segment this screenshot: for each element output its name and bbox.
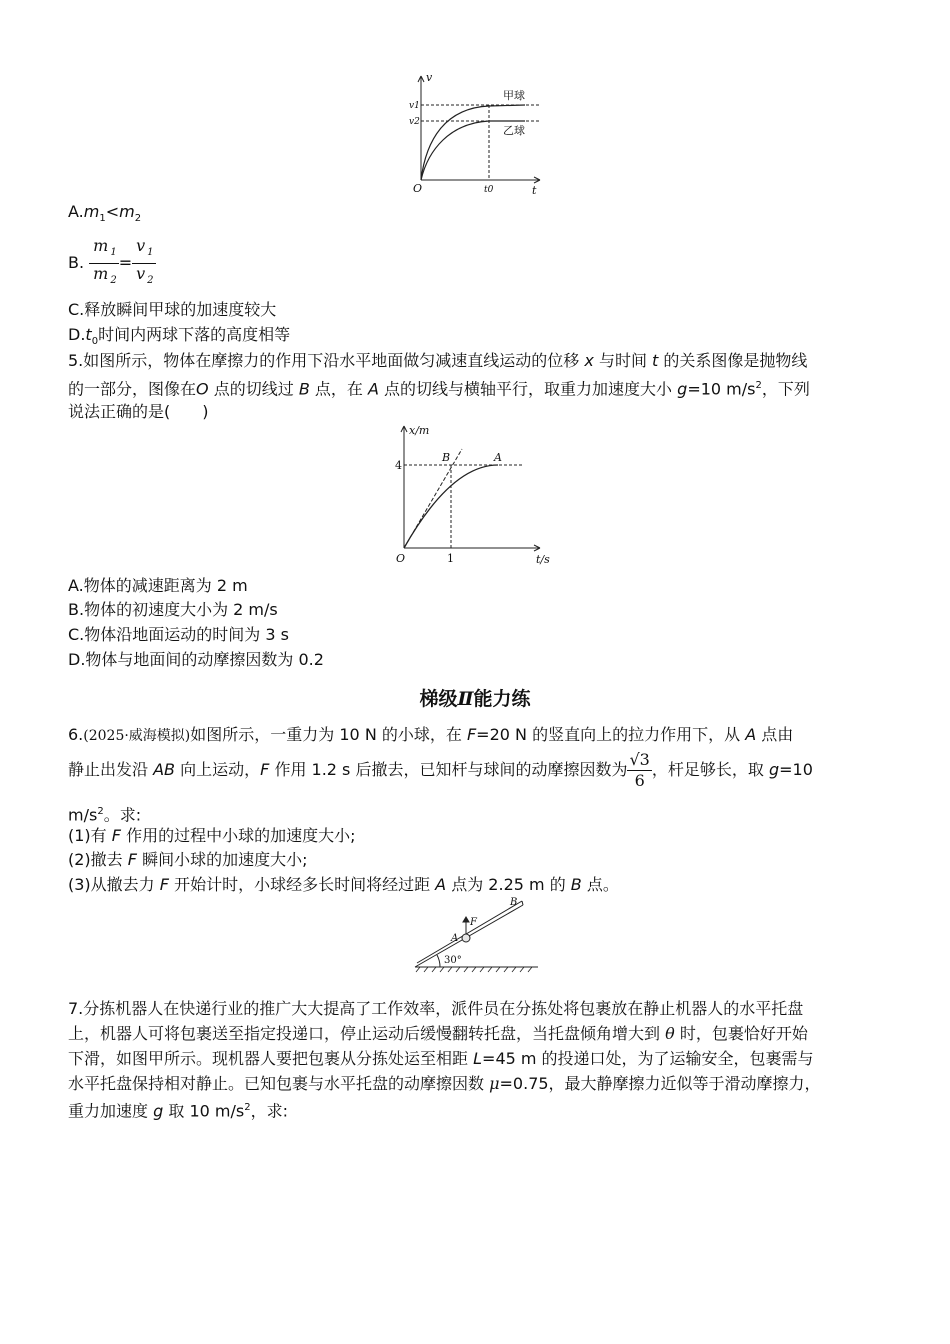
ground-hatch	[416, 967, 532, 972]
rod-upper-edge	[417, 901, 522, 963]
q5-stem-line1: 5.如图所示，物体在摩擦力的作用下沿水平地面做匀减速直线运动的位移 x 与时间 t 的关系图像是抛物线	[68, 351, 808, 370]
q7-line5: 重力加速度 g 取 10 $m/s^2$，求:	[68, 1101, 288, 1121]
q7-line2: 上，机器人可将包裹送至指定投递口，停止运动后缓慢翻转托盘，当托盘倾角增大到 θ 时，包裹恰好开始	[68, 1024, 808, 1043]
tick-4-label: 4	[395, 459, 402, 472]
origin-label: O	[396, 552, 406, 565]
tick-1-label: 1	[447, 552, 454, 565]
force-f-label: F	[470, 917, 477, 928]
q6-line3: $m/s^2$。求:	[68, 805, 142, 825]
q4-option-a: $A.m_1<m_2$	[68, 202, 142, 225]
point-b-label: B	[510, 897, 518, 908]
q5-stem-line3: 说法正确的是( )	[68, 402, 209, 421]
q5-option-c: C.物体沿地面运动的时间为 3 s	[68, 625, 289, 644]
t-axis-label: t	[532, 184, 537, 195]
angle-arc	[437, 955, 440, 967]
v2-label: v2	[409, 117, 420, 127]
yi-label: 乙球	[503, 124, 525, 137]
q4-option-c: C.释放瞬间甲球的加速度较大	[68, 300, 277, 319]
jia-label: 甲球	[503, 89, 525, 102]
ball	[462, 934, 470, 942]
origin-label: O	[413, 182, 423, 195]
q5-option-b: B.物体的初速度大小为 2 m/s	[68, 600, 278, 619]
q5-option-a: A.物体的减速距离为 2 m	[68, 576, 248, 595]
jia-curve	[421, 105, 525, 180]
q7-line1: 7.分拣机器人在快递行业的推广大大提高了工作效率，派件员在分拣处将包裹放在静止机器人的水平托盘	[68, 999, 804, 1018]
point-a-label: A	[494, 451, 502, 464]
q7-line3: 下滑，如图甲所示。现机器人要把包裹从分拣处运至相距 L=45 m 的投递口处，为了运输安全，包裹需与	[68, 1049, 814, 1068]
xt-graph-figure	[390, 420, 560, 570]
q5-option-d: D.物体与地面间的动摩擦因数为 0.2	[68, 650, 324, 669]
q4-option-b: B. $\frac{m _1}{m _2}$ = $\frac{v _1}{v _2}$	[68, 236, 154, 287]
incline-rod-figure	[410, 895, 545, 975]
q6-line1: 6.(2025·威海模拟)如图所示，一重力为 10 N 的小球，在 F=20 N 的竖直向上的拉力作用下，从 A 点由	[68, 725, 794, 744]
v-axis-label: v	[426, 71, 433, 84]
q6-sub1: (1)有 F 作用的过程中小球的加速度大小;	[68, 826, 356, 845]
q7-line4: 水平托盘保持相对静止。已知包裹与水平托盘的动摩擦因数 μ=0.75，最大静摩擦力近似等于滑动摩擦力，	[68, 1074, 821, 1093]
q4-option-d: $D.t_0$时间内两球下落的高度相等	[68, 325, 291, 348]
q6-sub3: (3)从撤去力 F 开始计时，小球经多长时间将经过距 A 点为 2.25 m 的 B 点。	[68, 875, 619, 894]
q6-sub2: (2)撤去 F 瞬间小球的加速度大小;	[68, 850, 308, 869]
point-b-label: B	[442, 451, 451, 464]
v1-label: v1	[409, 101, 420, 111]
section-title: 梯级Ⅱ能力练	[419, 688, 531, 710]
x-axis-label: x/m	[409, 424, 430, 437]
vt-graph-figure	[400, 70, 550, 195]
q5-stem-line2: 的一部分，图像在O 点的切线过 B 点，在 A 点的切线与横轴平行，取重力加速度大小 g=10 $m/s^2$，下列	[68, 379, 810, 399]
q6-line2: 静止出发沿 AB 向上运动，F 作用 1.2 s 后撤去，已知杆与球间的动摩擦因数为 $\frac{√3}{6}$ ，杆足够长，取 g=10	[68, 750, 813, 790]
t0-label: t0	[484, 185, 494, 195]
point-a-label: A	[451, 933, 459, 944]
t-axis-label: t/s	[536, 553, 550, 566]
angle-label: 30°	[444, 955, 462, 966]
